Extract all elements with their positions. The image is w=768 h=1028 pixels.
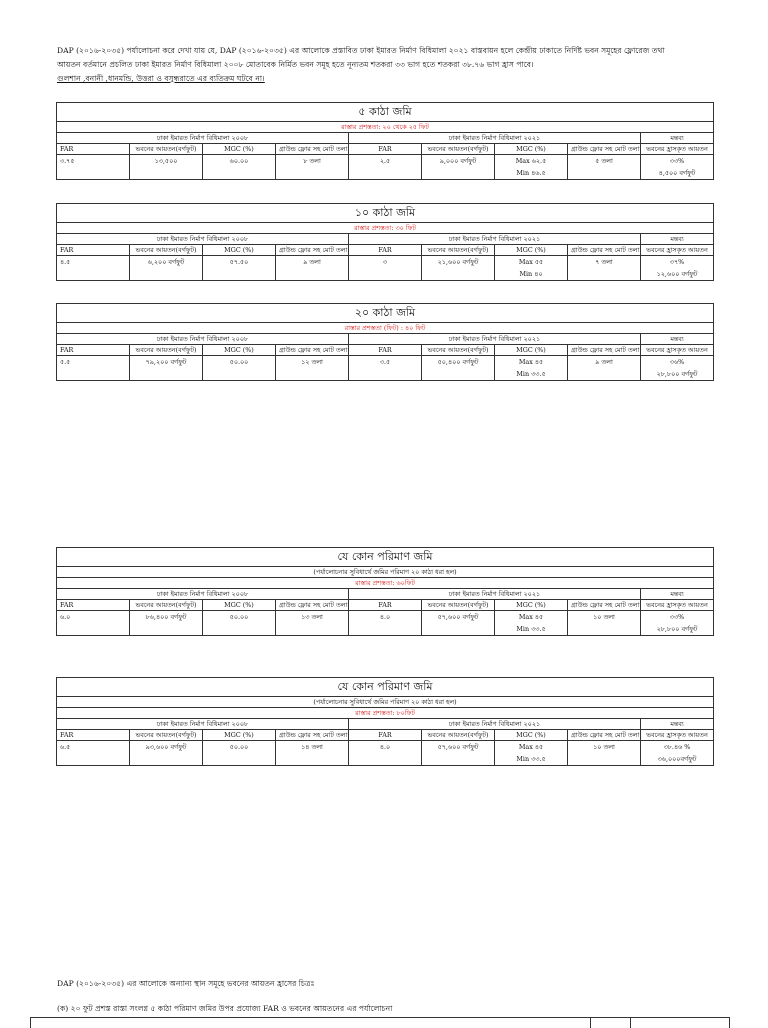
reduction-area: ২৮,৮০০ বর্গফুট bbox=[641, 623, 714, 636]
reduced-area-header: ভবনের হ্রাসকৃত আয়তন bbox=[641, 730, 714, 741]
floors-2021-header: গ্রাউন্ড ফ্লোর সহ মোট তলা bbox=[568, 345, 641, 356]
road-width: রাস্তার প্রশস্ততা: ৬০ফিট bbox=[57, 578, 714, 589]
rule-2008-header: ঢাকা ইমারত নির্মাণ বিধিমালা ২০০৮ bbox=[57, 133, 349, 144]
mgc-2021-min: Min ৩৩.৫ bbox=[495, 368, 568, 381]
table-title: যে কোন পরিমাণ জমি bbox=[57, 678, 714, 697]
road-width: রাস্তার প্রশস্ততা: ২০ থেকে ২৫ ফিট bbox=[57, 122, 714, 133]
mgc-2021-max: Max ৪৫ bbox=[495, 741, 568, 754]
floors-2021: ১০ তলা bbox=[568, 611, 641, 636]
remark-header: মন্তব্য bbox=[641, 719, 714, 730]
mgc-2008: ৫০.০০ bbox=[203, 356, 276, 381]
area-2021: ৫৭,৬০০ বর্গফুট bbox=[422, 741, 495, 766]
area-2008-header: ভবনের আয়তন(বর্গফুট) bbox=[130, 144, 203, 155]
partial-table-edge bbox=[30, 1017, 730, 1028]
mgc-2008-header: MGC (%) bbox=[203, 144, 276, 155]
land-table-4 bbox=[56, 547, 714, 636]
area-2008-header: ভবনের আয়তন(বর্গফুট) bbox=[130, 345, 203, 356]
rule-2021-header: ঢাকা ইমারত নির্মাণ বিধিমালা ২০২১ bbox=[349, 234, 641, 245]
area-2008-header: ভবনের আয়তন(বর্গফুট) bbox=[130, 245, 203, 256]
area-2008: ৭৯,২০০ বর্গফুট bbox=[130, 356, 203, 381]
intro-line-1: DAP (২০১৬-২০৩৫) পর্যালোচনা করে দেখা যায় যে, DAP (২০১৬-২০৩৫) এর আলোকে প্রস্তাবিত ঢাকা ইমারত নির্মাণ বিধিমালা ২০২১ বাস্তবায়ন হলে কেন্দ্রীয় ঢাকাতে নির্দিষ্ট ভবন সমূহের ফ্লোরেজ তথা bbox=[57, 46, 665, 55]
floors-2021: ১০ তলা bbox=[568, 741, 641, 766]
floors-2021-header: গ্রাউন্ড ফ্লোর সহ মোট তলা bbox=[568, 245, 641, 256]
far-2008-header: FAR bbox=[57, 245, 130, 256]
mgc-2021-max: Max ৬২.৫ bbox=[495, 155, 568, 168]
area-2021-header: ভবনের আয়তন(বর্গফুট) bbox=[422, 345, 495, 356]
far-2008: ৬.০ bbox=[57, 611, 130, 636]
rule-2021-header: ঢাকা ইমারত নির্মাণ বিধিমালা ২০২১ bbox=[349, 133, 641, 144]
mgc-2008: ৫৭.৫০ bbox=[203, 256, 276, 281]
mgc-2021-max: Max ৪৫ bbox=[495, 611, 568, 624]
floors-2021-header: গ্রাউন্ড ফ্লোর সহ মোট তলা bbox=[568, 600, 641, 611]
area-2021: ৯,০০০ বর্গফুট bbox=[422, 155, 495, 180]
far-2021-header: FAR bbox=[349, 245, 422, 256]
floors-2008-header: গ্রাউন্ড ফ্লোর সহ মোট তলা bbox=[276, 600, 349, 611]
footer-heading: DAP (২০১৬-২০৩৫) এর আলোকে অন্যান্য স্থান সমূহে ভবনের আয়তন হ্রাসের চিত্রঃ bbox=[57, 979, 315, 988]
far-2008-header: FAR bbox=[57, 345, 130, 356]
reduced-area-header: ভবনের হ্রাসকৃত আয়তন bbox=[641, 144, 714, 155]
area-2008-header: ভবনের আয়তন(বর্গফুট) bbox=[130, 730, 203, 741]
area-2021-header: ভবনের আয়তন(বর্গফুট) bbox=[422, 144, 495, 155]
remark-header: মন্তব্য bbox=[641, 133, 714, 144]
reduction-area: ১২,৬০০ বর্গফুট bbox=[641, 268, 714, 281]
area-2021: ৫০,৪০০ বর্গফুট bbox=[422, 356, 495, 381]
floors-2008: ১২ তলা bbox=[276, 356, 349, 381]
area-2008: ১৩,৫০০ bbox=[130, 155, 203, 180]
mgc-2021-header: MGC (%) bbox=[495, 730, 568, 741]
mgc-2008-header: MGC (%) bbox=[203, 730, 276, 741]
land-table-3 bbox=[56, 303, 714, 381]
table-title: ১০ কাঠা জমি bbox=[57, 204, 714, 223]
rule-2008-header: ঢাকা ইমারত নির্মাণ বিধিমালা ২০০৮ bbox=[57, 334, 349, 345]
area-2008: ৯৩,৬০০ বর্গফুট bbox=[130, 741, 203, 766]
reduction-area: ৪,৫০০ বর্গফুট bbox=[641, 167, 714, 180]
land-table-2 bbox=[56, 203, 714, 281]
floors-2021: ৯ তলা bbox=[568, 356, 641, 381]
road-width: রাস্তার প্রশস্ততা (ফিট) : ৪০ ফিট bbox=[57, 323, 714, 334]
floors-2008-header: গ্রাউন্ড ফ্লোর সহ মোট তলা bbox=[276, 245, 349, 256]
reduced-area-header: ভবনের হ্রাসকৃত আয়তন bbox=[641, 600, 714, 611]
floors-2008: ১৪ তলা bbox=[276, 741, 349, 766]
area-2008: ৮৬,৪০০ বর্গফুট bbox=[130, 611, 203, 636]
mgc-2021-header: MGC (%) bbox=[495, 600, 568, 611]
far-2008-header: FAR bbox=[57, 144, 130, 155]
remark-header: মন্তব্য bbox=[641, 589, 714, 600]
mgc-2021-max: Max ৫৫ bbox=[495, 256, 568, 269]
far-2021: ৩.৫ bbox=[349, 356, 422, 381]
area-2008-header: ভবনের আয়তন(বর্গফুট) bbox=[130, 600, 203, 611]
mgc-2008-header: MGC (%) bbox=[203, 600, 276, 611]
far-2021: ৩ bbox=[349, 256, 422, 281]
far-2008: ৩.৭৫ bbox=[57, 155, 130, 180]
floors-2021: ৫ তলা bbox=[568, 155, 641, 180]
far-2021: ৪.০ bbox=[349, 741, 422, 766]
road-width: রাস্তার প্রশস্ততা: ৮০ফিট bbox=[57, 708, 714, 719]
rule-2008-header: ঢাকা ইমারত নির্মাণ বিধিমালা ২০০৮ bbox=[57, 589, 349, 600]
far-2021: ৪.০ bbox=[349, 611, 422, 636]
mgc-2008: ৫০.০০ bbox=[203, 741, 276, 766]
mgc-2008: ৫০.০০ bbox=[203, 611, 276, 636]
rule-2008-header: ঢাকা ইমারত নির্মাণ বিধিমালা ২০০৮ bbox=[57, 234, 349, 245]
reduction-percent: ৩৮.৪৬ % bbox=[641, 741, 714, 754]
rule-2008-header: ঢাকা ইমারত নির্মাণ বিধিমালা ২০০৮ bbox=[57, 719, 349, 730]
table-title: ৫ কাঠা জমি bbox=[57, 103, 714, 122]
remark-header: মন্তব্য bbox=[641, 334, 714, 345]
table-title: যে কোন পরিমাণ জমি bbox=[57, 548, 714, 567]
mgc-2021-header: MGC (%) bbox=[495, 144, 568, 155]
area-2021-header: ভবনের আয়তন(বর্গফুট) bbox=[422, 730, 495, 741]
reduced-area-header: ভবনের হ্রাসকৃত আয়তন bbox=[641, 245, 714, 256]
reduction-percent: ৩৩% bbox=[641, 611, 714, 624]
table-subtitle: (পর্যালোচনার সুবিধার্থে জমির পরিমাণ ২০ কাঠা ধরা হল) bbox=[57, 567, 714, 578]
reduction-percent: ৩৩% bbox=[641, 155, 714, 168]
land-table-5 bbox=[56, 677, 714, 766]
reduction-percent: ৩৬% bbox=[641, 356, 714, 369]
far-2021-header: FAR bbox=[349, 345, 422, 356]
mgc-2008: ৬০.০০ bbox=[203, 155, 276, 180]
mgc-2008-header: MGC (%) bbox=[203, 245, 276, 256]
floors-2021-header: গ্রাউন্ড ফ্লোর সহ মোট তলা bbox=[568, 730, 641, 741]
reduced-area-header: ভবনের হ্রাসকৃত আয়তন bbox=[641, 345, 714, 356]
mgc-2021-header: MGC (%) bbox=[495, 245, 568, 256]
footer-subheading: (ক) ২০ ফুট প্রশস্ত রাস্তা সংলগ্ন ৫ কাঠা পরিমাণ জমির উপর প্রযোজ্য FAR ও ভবনের আয়তনের এর পর্যালোচনা bbox=[57, 1004, 393, 1013]
road-width: রাস্তার প্রশস্ততা: ৩০ ফিট bbox=[57, 223, 714, 234]
rule-2021-header: ঢাকা ইমারত নির্মাণ বিধিমালা ২০২১ bbox=[349, 719, 641, 730]
floors-2008-header: গ্রাউন্ড ফ্লোর সহ মোট তলা bbox=[276, 144, 349, 155]
floors-2008: ৯ তলা bbox=[276, 256, 349, 281]
rule-2021-header: ঢাকা ইমারত নির্মাণ বিধিমালা ২০২১ bbox=[349, 334, 641, 345]
floors-2008-header: গ্রাউন্ড ফ্লোর সহ মোট তলা bbox=[276, 345, 349, 356]
intro-line-2: আয়তন বর্তমানে প্রচলিত ঢাকা ইমারত নির্মাণ বিধিমালা ২০০৮ মোতাবেক নির্মিত ভবন সমূহ হতে নূন্যতম শতকরা ৩৩ ভাগ হতে শতকরা ৩৮.৭৬ ভাগ হ্রাস পাবে। bbox=[57, 60, 534, 69]
far-2021-header: FAR bbox=[349, 144, 422, 155]
floors-2008: ১৩ তলা bbox=[276, 611, 349, 636]
remark-header: মন্তব্য bbox=[641, 234, 714, 245]
intro-line-3: গুলশান ,বনানী ,ধানমন্ডি, উত্তরা ও বসুন্ধরাতে এর ব্যতিক্রম ঘটবে না। bbox=[57, 74, 265, 83]
far-2021-header: FAR bbox=[349, 730, 422, 741]
rule-2021-header: ঢাকা ইমারত নির্মাণ বিধিমালা ২০২১ bbox=[349, 589, 641, 600]
floors-2008: ৮ তলা bbox=[276, 155, 349, 180]
table-subtitle: (পর্যালোচনার সুবিধার্থে জমির পরিমাণ ২০ কাঠা ধরা হল) bbox=[57, 697, 714, 708]
area-2021: ৫৭,৬০০ বর্গফুট bbox=[422, 611, 495, 636]
mgc-2021-header: MGC (%) bbox=[495, 345, 568, 356]
table-title: ২০ কাঠা জমি bbox=[57, 304, 714, 323]
floors-2021-header: গ্রাউন্ড ফ্লোর সহ মোট তলা bbox=[568, 144, 641, 155]
mgc-2021-min: Min ৪০ bbox=[495, 268, 568, 281]
area-2021-header: ভবনের আয়তন(বর্গফুট) bbox=[422, 245, 495, 256]
far-2021-header: FAR bbox=[349, 600, 422, 611]
intro-paragraph bbox=[57, 44, 717, 86]
far-2021: ২.৫ bbox=[349, 155, 422, 180]
mgc-2021-min: Min ৩৩.৫ bbox=[495, 753, 568, 766]
far-2008: ৬.৫ bbox=[57, 741, 130, 766]
far-2008-header: FAR bbox=[57, 600, 130, 611]
mgc-2021-min: Min ৪৬.৫ bbox=[495, 167, 568, 180]
mgc-2021-min: Min ৩৩.৫ bbox=[495, 623, 568, 636]
reduction-area: ৩৬,০০০বর্গফুট bbox=[641, 753, 714, 766]
mgc-2008-header: MGC (%) bbox=[203, 345, 276, 356]
reduction-area: ২৮,৮০০ বর্গফুট bbox=[641, 368, 714, 381]
reduction-percent: ৩৭% bbox=[641, 256, 714, 269]
far-2008: ৫.৫ bbox=[57, 356, 130, 381]
area-2021: ২১,৬০০ বর্গফুট bbox=[422, 256, 495, 281]
mgc-2021-max: Max ৪৫ bbox=[495, 356, 568, 369]
land-table-1 bbox=[56, 102, 714, 180]
area-2021-header: ভবনের আয়তন(বর্গফুট) bbox=[422, 600, 495, 611]
floors-2008-header: গ্রাউন্ড ফ্লোর সহ মোট তলা bbox=[276, 730, 349, 741]
floors-2021: ৭ তলা bbox=[568, 256, 641, 281]
far-2008: ৪.৫ bbox=[57, 256, 130, 281]
area-2008: ৬,২০০ বর্গফুট bbox=[130, 256, 203, 281]
far-2008-header: FAR bbox=[57, 730, 130, 741]
